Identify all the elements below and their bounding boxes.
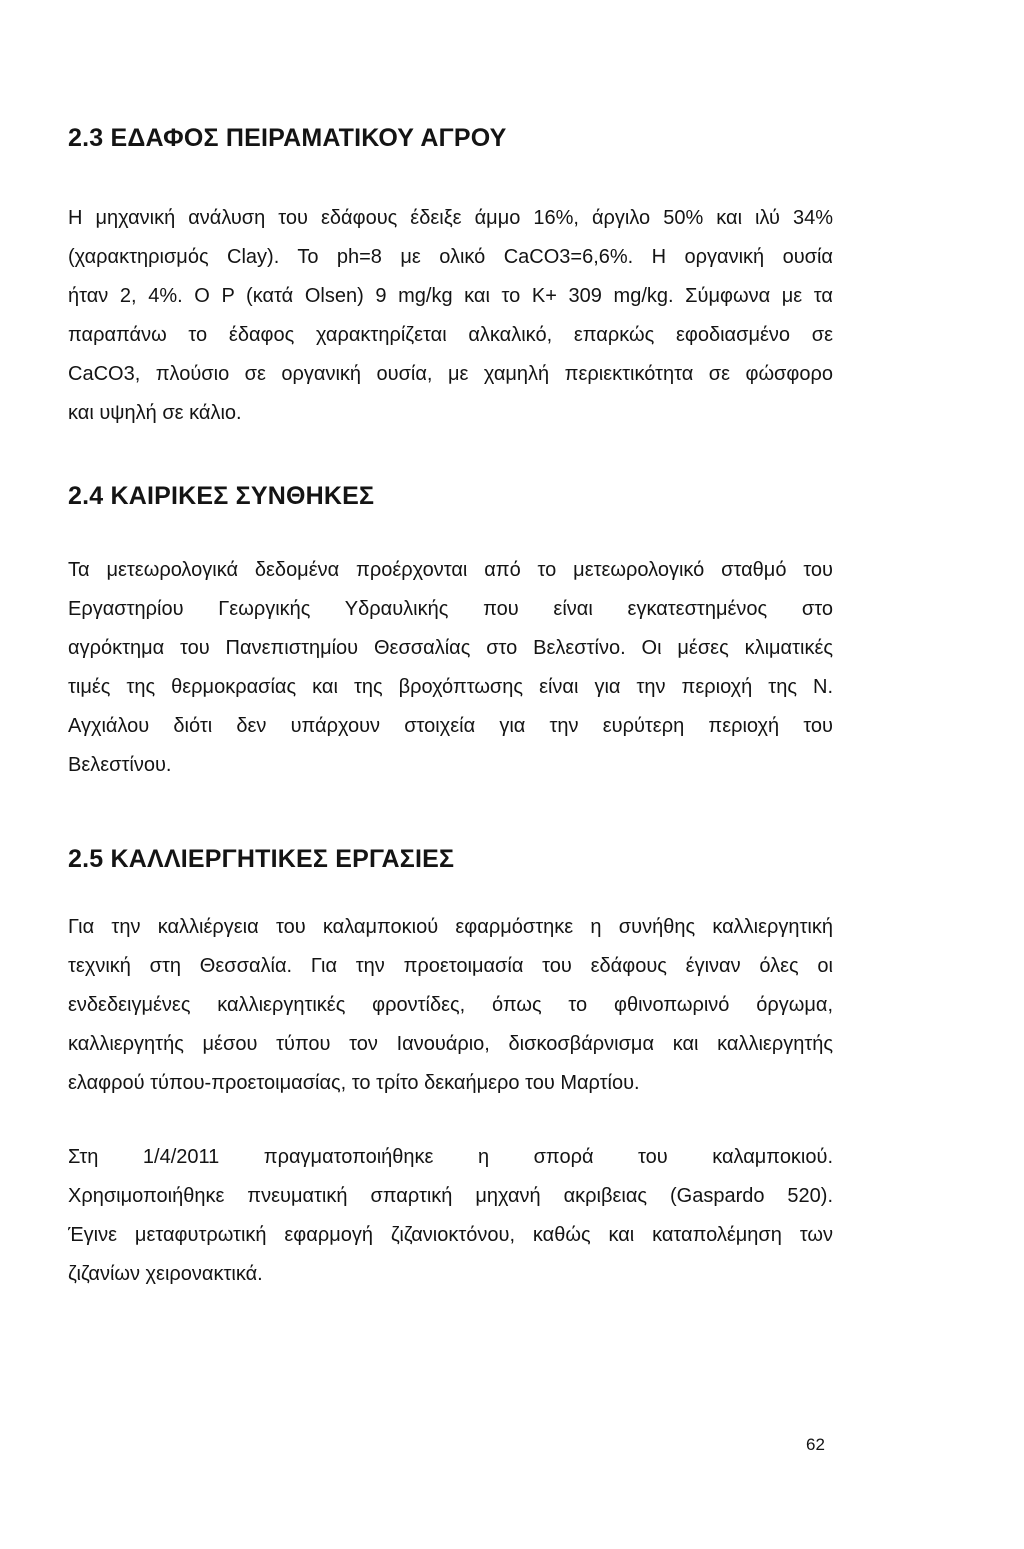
paragraph-climate-conditions — [68, 551, 833, 785]
text-line: Βελεστίνου. — [68, 754, 172, 776]
text-line: Τα μετεωρολογικά δεδομένα προέρχονται από το μετεωρολογικό σταθμό του — [68, 559, 833, 581]
text-line: τεχνική στη Θεσσαλία. Για την προετοιμασία του εδάφους έγιναν όλες οι — [68, 955, 833, 977]
paragraph-sowing — [68, 1138, 833, 1294]
section-heading-2-3: 2.3 ΕΔΑΦΟΣ ΠΕΙΡΑΜΑΤΙΚΟΥ ΑΓΡΟΥ — [68, 124, 507, 152]
text-line: καλλιεργητής μέσου τύπου τον Ιανουάριο, δισκοσβάρνισμα και καλλιεργητής — [68, 1033, 833, 1055]
page-number: 62 — [806, 1435, 825, 1454]
paragraph-cultivation-practices — [68, 908, 833, 1103]
text-line: CaCO3, πλούσιο σε οργανική ουσία, με χαμηλή περιεκτικότητα σε φώσφορο — [68, 363, 833, 385]
text-line: παραπάνω το έδαφος χαρακτηρίζεται αλκαλικό, επαρκώς εφοδιασμένο σε — [68, 324, 833, 346]
text-line: και υψηλή σε κάλιο. — [68, 402, 242, 424]
text-line: ελαφρού τύπου-προετοιμασίας, το τρίτο δεκαήμερο του Μαρτίου. — [68, 1072, 640, 1094]
text-line: τιμές της θερμοκρασίας και της βροχόπτωσης είναι για την περιοχή της Ν. — [68, 676, 833, 698]
text-line: Χρησιμοποιήθηκε πνευματική σπαρτική μηχανή ακριβειας (Gaspardo 520). — [68, 1185, 833, 1207]
text-line: ήταν 2, 4%. Ο Ρ (κατά Olsen) 9 mg/kg και το Κ+ 309 mg/kg. Σύμφωνα με τα — [68, 285, 833, 307]
section-heading-2-5: 2.5 ΚΑΛΛΙΕΡΓΗΤΙΚΕΣ ΕΡΓΑΣΙΕΣ — [68, 845, 455, 873]
text-line: (χαρακτηρισμός Clay). Το ph=8 με ολικό CaCO3=6,6%. Η οργανική ουσία — [68, 246, 833, 268]
text-line: Αγχιάλου διότι δεν υπάρχουν στοιχεία για την ευρύτερη περιοχή του — [68, 715, 833, 737]
section-heading-2-4: 2.4 ΚΑΙΡΙΚΕΣ ΣΥΝΘΗΚΕΣ — [68, 482, 375, 510]
text-line: ζιζανίων χειρονακτικά. — [68, 1263, 263, 1285]
text-line: Εργαστηρίου Γεωργικής Υδραυλικής που είναι εγκατεστημένος στο — [68, 598, 833, 620]
paragraph-soil-analysis — [68, 199, 833, 433]
text-line: αγρόκτημα του Πανεπιστημίου Θεσσαλίας στο Βελεστίνο. Οι μέσες κλιματικές — [68, 637, 833, 659]
text-line: Για την καλλιέργεια του καλαμποκιού εφαρμόστηκε η συνήθης καλλιεργητική — [68, 916, 833, 938]
text-line: Έγινε μεταφυτρωτική εφαρμογή ζιζανιοκτόνου, καθώς και καταπολέμηση των — [68, 1224, 833, 1246]
text-line: Η μηχανική ανάλυση του εδάφους έδειξε άμμο 16%, άργιλο 50% και ιλύ 34% — [68, 207, 833, 229]
text-line: Στη 1/4/2011 πραγματοποιήθηκε η σπορά του καλαμποκιού. — [68, 1146, 833, 1168]
text-line: ενδεδειγμένες καλλιεργητικές φροντίδες, όπως το φθινοπωρινό όργωμα, — [68, 994, 833, 1016]
